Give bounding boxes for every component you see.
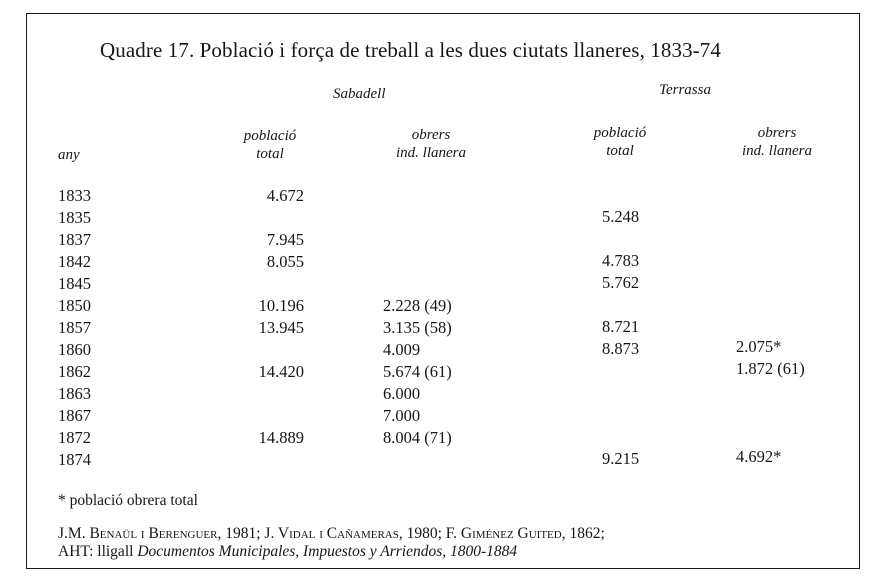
source-text: AHT: lligall bbox=[58, 543, 138, 560]
cell-terrassa-population: 5.762 bbox=[602, 273, 640, 292]
footnote: * població obrera total bbox=[58, 492, 198, 509]
table-frame bbox=[26, 13, 860, 569]
source-line-1 bbox=[58, 525, 605, 543]
cell-sabadell-workers: 3.135 (58) bbox=[383, 318, 452, 337]
column-header-year: any bbox=[58, 147, 80, 163]
group-header-terrassa: Terrassa bbox=[659, 82, 711, 98]
source-text: , 1980; bbox=[398, 525, 446, 542]
source-author: F. Giménez Guited bbox=[445, 525, 562, 542]
table-title: Quadre 17. Població i força de treball a les dues ciutats llaneres, 1833-74 bbox=[100, 38, 721, 62]
cell-terrassa-population: 8.721 bbox=[602, 317, 640, 336]
cell-year: 1850 bbox=[58, 296, 91, 315]
cell-year: 1860 bbox=[58, 340, 91, 359]
source-text: , 1862; bbox=[561, 525, 605, 542]
column-header-line: obrers bbox=[411, 127, 451, 143]
column-header-terrassa-population bbox=[588, 124, 652, 160]
cell-sabadell-population: 4.672 bbox=[266, 186, 304, 205]
source-author: J. Vidal i Cañameras bbox=[264, 525, 399, 542]
cell-year: 1867 bbox=[58, 406, 91, 425]
column-header-terrassa-workers bbox=[724, 124, 830, 160]
cell-terrassa-population: 4.783 bbox=[602, 251, 640, 270]
column-header-line: total bbox=[256, 146, 284, 162]
cell-year: 1863 bbox=[58, 384, 91, 403]
column-header-line: total bbox=[606, 143, 634, 159]
column-header-line: població bbox=[593, 125, 647, 141]
source-text: , 1981; bbox=[217, 525, 265, 542]
cell-year: 1845 bbox=[58, 274, 91, 293]
column-header-sabadell-workers bbox=[375, 126, 487, 162]
column-header-sabadell-population bbox=[238, 127, 302, 163]
cell-sabadell-workers: 2.228 (49) bbox=[383, 296, 452, 315]
cell-year: 1833 bbox=[58, 186, 91, 205]
cell-sabadell-workers: 4.009 bbox=[383, 340, 421, 359]
cell-year: 1842 bbox=[58, 252, 91, 271]
cell-terrassa-workers: 1.872 (61) bbox=[736, 359, 805, 378]
cell-terrassa-population: 9.215 bbox=[602, 449, 640, 468]
column-header-line: obrers bbox=[757, 125, 797, 141]
cell-sabadell-population: 14.889 bbox=[258, 428, 304, 447]
group-header-sabadell: Sabadell bbox=[333, 86, 386, 102]
cell-year: 1835 bbox=[58, 208, 91, 227]
cell-sabadell-workers: 8.004 (71) bbox=[383, 428, 452, 447]
cell-sabadell-population: 8.055 bbox=[266, 252, 304, 271]
cell-sabadell-population: 14.420 bbox=[258, 362, 304, 381]
cell-year: 1857 bbox=[58, 318, 91, 337]
cell-year: 1872 bbox=[58, 428, 91, 447]
cell-year: 1874 bbox=[58, 450, 91, 469]
cell-sabadell-population: 7.945 bbox=[266, 230, 304, 249]
column-header-line: població bbox=[243, 128, 297, 144]
cell-sabadell-population: 10.196 bbox=[258, 296, 304, 315]
source-author: J.M. Benaül i Berenguer bbox=[58, 525, 218, 542]
source-title: Documentos Municipales, Impuestos y Arriendos, 1800-1884 bbox=[137, 543, 518, 560]
cell-sabadell-workers: 7.000 bbox=[383, 406, 421, 425]
cell-sabadell-workers: 6.000 bbox=[383, 384, 421, 403]
column-header-line: ind. llanera bbox=[396, 145, 466, 161]
cell-terrassa-population: 8.873 bbox=[602, 339, 640, 358]
cell-year: 1837 bbox=[58, 230, 91, 249]
cell-sabadell-population: 13.945 bbox=[258, 318, 304, 337]
cell-terrassa-population: 5.248 bbox=[602, 207, 640, 226]
cell-sabadell-workers: 5.674 (61) bbox=[383, 362, 452, 381]
source-line-2 bbox=[58, 543, 517, 561]
cell-terrassa-workers: 4.692* bbox=[736, 447, 782, 466]
cell-terrassa-workers: 2.075* bbox=[736, 337, 782, 356]
cell-year: 1862 bbox=[58, 362, 91, 381]
column-header-line: ind. llanera bbox=[742, 143, 812, 159]
